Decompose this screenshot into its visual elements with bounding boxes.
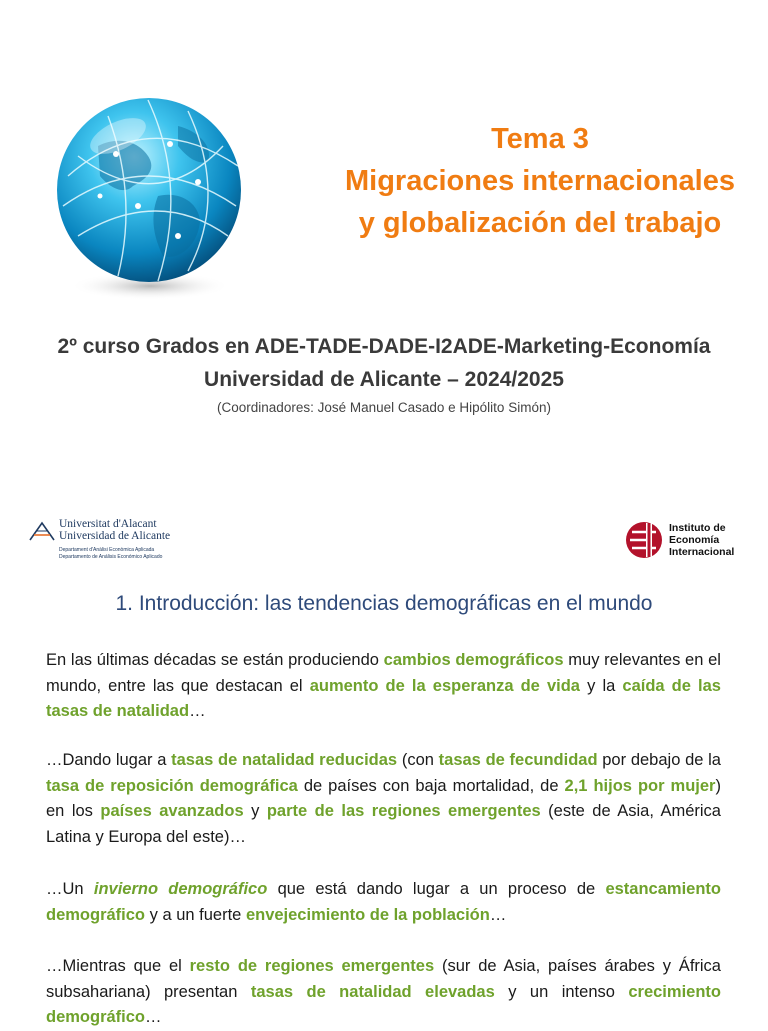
iei-line-1: Instituto de [669, 522, 726, 534]
iei-line-3: Internacional [669, 546, 735, 558]
highlight: parte de las regiones emergentes [266, 802, 541, 820]
paragraph-2 [46, 748, 721, 850]
text: … [189, 702, 206, 720]
text: y la [579, 676, 623, 695]
text: y un intenso [494, 982, 629, 1001]
text: …Mientras que el [46, 957, 190, 975]
text: por debajo de la [597, 751, 721, 769]
globe-image [38, 86, 260, 308]
text: y a un fuerte [145, 905, 246, 924]
course-line-2: Universidad de Alicante – 2024/2025 [204, 368, 564, 391]
section-heading: 1. Introducción: las tendencias demográficas en el mundo [115, 592, 653, 615]
text: …Un [46, 880, 94, 898]
highlight: invierno demográfico [93, 880, 268, 898]
highlight: envejecimiento de la población [245, 905, 490, 924]
ua-logo [28, 518, 208, 566]
iei-logo [624, 518, 764, 564]
text: En las últimas décadas se están produciendo [46, 651, 384, 669]
ua-name-spanish: Universidad de Alicante [59, 530, 171, 542]
highlight: tasa de reposición demográfica [46, 776, 298, 795]
ua-dept-valencian: Departament d'Anàlisi Econòmica Aplicada [59, 547, 155, 553]
title-line-2: Migraciones internacionales [344, 165, 735, 197]
text: (sur de Asia, países árabes y África subsahariana) presentan [46, 957, 721, 1001]
highlight: 2,1 hijos por mujer [564, 776, 716, 795]
text: (este de Asia, América Latina y Europa del este)… [46, 802, 721, 846]
highlight: países avanzados [100, 802, 244, 820]
highlight: tasas de natalidad elevadas [250, 982, 495, 1001]
highlight: estancamiento demográfico [46, 880, 721, 924]
highlight: tasas de fecundidad [438, 751, 598, 769]
highlight: crecimiento demográfico [46, 982, 721, 1026]
highlight: cambios demográficos [383, 651, 564, 669]
coordinators: (Coordinadores: José Manuel Casado e Hipólito Simón) [217, 400, 551, 415]
course-line-1: 2º curso Grados en ADE-TADE-DADE-I2ADE-Marketing-Economía [57, 335, 711, 358]
text: y [243, 802, 267, 820]
iei-line-2: Economía [669, 534, 720, 546]
highlight: tasas de natalidad reducidas [171, 751, 398, 769]
ua-name-valencian: Universitat d'Alacant [59, 518, 157, 530]
highlight: caída de las tasas de natalidad [46, 676, 721, 720]
text: …Dando lugar a [46, 751, 172, 769]
paragraph-1 [46, 648, 721, 725]
title-line-3: y globalización del trabajo [358, 207, 722, 239]
slide-title [300, 118, 768, 244]
paragraph-4 [46, 954, 721, 1031]
course-info [0, 330, 768, 396]
ua-dept-spanish: Departamento de Análisis Económico Aplicado [59, 554, 163, 560]
paragraph-3 [46, 877, 721, 928]
highlight: aumento de la esperanza de vida [309, 676, 580, 695]
iei-emblem-icon [624, 520, 664, 560]
text: ) en los [46, 776, 721, 820]
text: … [489, 905, 507, 924]
highlight: resto de regiones emergentes [189, 957, 435, 975]
text: (con [397, 751, 439, 769]
text: de países con baja mortalidad, de [297, 776, 565, 795]
ua-emblem-icon [28, 520, 56, 542]
text: … [145, 1008, 162, 1026]
title-line-1: Tema 3 [491, 123, 589, 155]
text: que está dando lugar a un proceso de [267, 880, 606, 898]
text: muy relevantes en el mundo, entre las que destacan el [46, 651, 721, 695]
